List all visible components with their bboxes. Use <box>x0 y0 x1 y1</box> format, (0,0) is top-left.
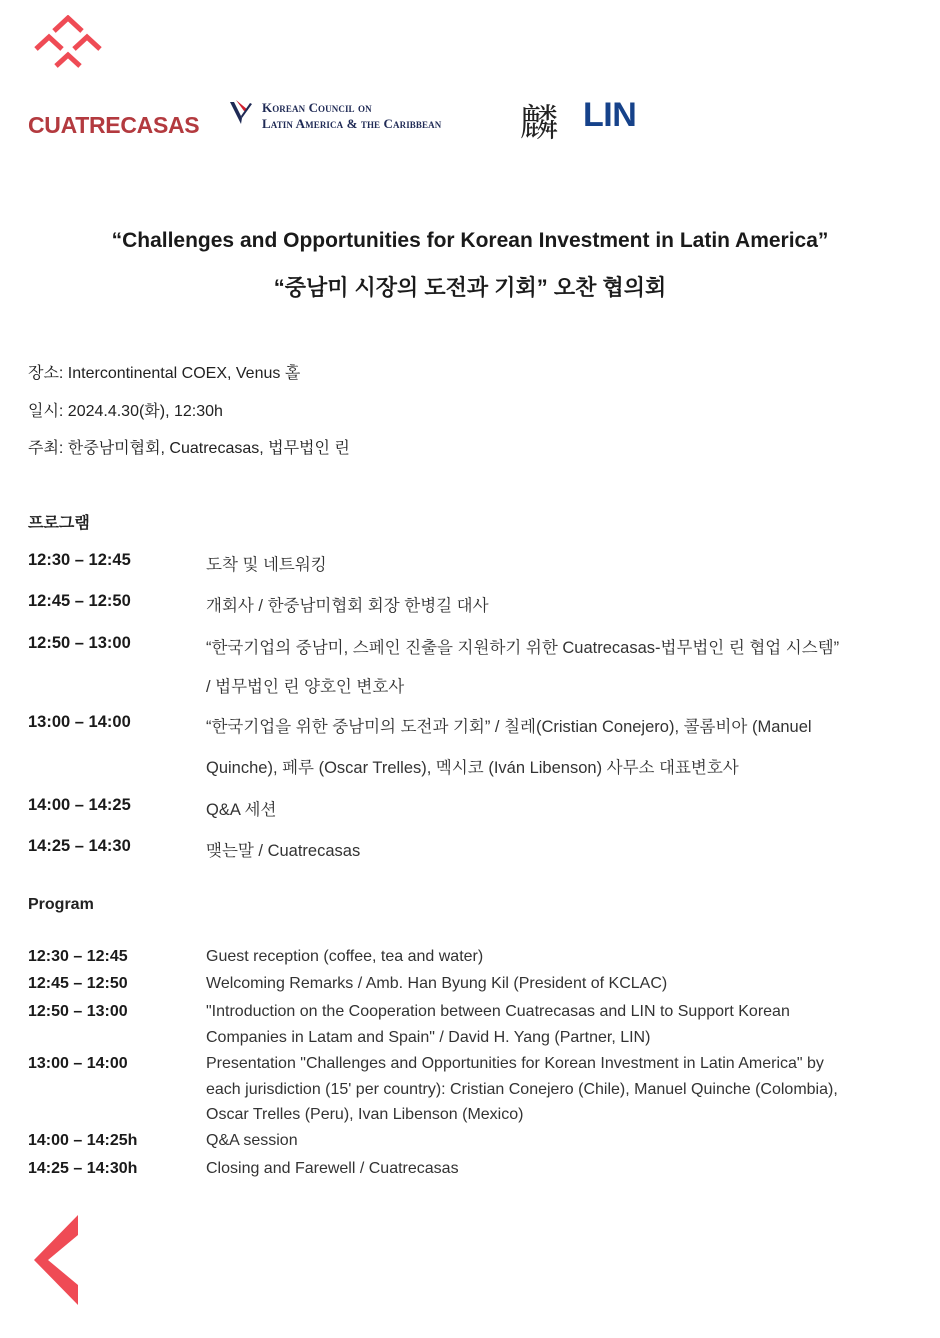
ko-row-5-time: 14:00 – 14:25 <box>28 796 131 814</box>
ko-row-1-time: 12:30 – 12:45 <box>28 551 131 569</box>
venue-line: 장소: Intercontinental COEX, Venus 홀 <box>28 365 301 382</box>
en-row-2-desc: Welcoming Remarks / Amb. Han Byung Kil (President of KCLAC) <box>206 975 668 992</box>
ko-row-2-desc: 개회사 / 한중남미협회 회장 한병길 대사 <box>206 597 489 615</box>
event-title-korean: “중남미 시장의 도전과 기회” 오찬 협의회 <box>273 275 667 300</box>
en-row-3-time: 12:50 – 13:00 <box>28 1003 128 1020</box>
host-line: 주최: 한중남미협회, Cuatrecasas, 법무법인 린 <box>28 440 350 457</box>
ko-row-6-desc: 맺는말 / Cuatrecasas <box>206 842 361 860</box>
en-row-6-desc: Closing and Farewell / Cuatrecasas <box>206 1160 459 1177</box>
en-row-4-desc-line-2: each jurisdiction (15' per country): Cristian Conejero (Chile), Manuel Quinche (Colombia), <box>206 1081 838 1098</box>
en-row-4-desc-line-3: Oscar Trelles (Peru), Ivan Libenson (Mexico) <box>206 1106 524 1123</box>
ko-row-1-desc: 도착 및 네트워킹 <box>206 556 327 574</box>
en-row-5-desc: Q&A session <box>206 1132 298 1149</box>
kclac-line-2: Latin America & the Caribbean <box>262 116 442 131</box>
en-row-4-time: 13:00 – 14:00 <box>28 1055 128 1072</box>
en-row-5-time: 14:00 – 14:25h <box>28 1132 138 1149</box>
lin-logo-text: LIN <box>583 96 637 134</box>
event-title-english: “Challenges and Opportunities for Korean Investment in Latin America” <box>111 229 829 252</box>
program-heading-korean: 프로그램 <box>28 515 90 532</box>
en-row-1-time: 12:30 – 12:45 <box>28 948 128 965</box>
ko-row-5-desc: Q&A 세션 <box>206 801 277 819</box>
kclac-logo-icon <box>228 98 254 130</box>
en-row-2-time: 12:45 – 12:50 <box>28 975 128 992</box>
en-row-3-desc-line-2: Companies in Latam and Spain" / David H. Yang (Partner, LIN) <box>206 1029 651 1046</box>
cuatrecasas-logo-text: CUATRECASAS <box>28 112 200 138</box>
ko-row-6-time: 14:25 – 14:30 <box>28 837 131 855</box>
program-heading-english: Program <box>28 896 94 913</box>
en-row-4-desc-line-1: Presentation "Challenges and Opportunities for Korean Investment in Latin America" by <box>206 1055 824 1072</box>
ko-row-3-desc-line-1: “한국기업의 중남미, 스페인 진출을 지원하기 위한 Cuatrecasas-법무법인 린 협업 시스템” <box>206 639 840 657</box>
en-row-1-desc: Guest reception (coffee, tea and water) <box>206 948 484 965</box>
chevron-left-decoration-icon <box>34 1215 82 1305</box>
ko-row-4-time: 13:00 – 14:00 <box>28 713 131 731</box>
ko-row-3-time: 12:50 – 13:00 <box>28 634 131 652</box>
en-row-6-time: 14:25 – 14:30h <box>28 1160 138 1177</box>
en-row-3-desc-line-1: "Introduction on the Cooperation between Cuatrecasas and LIN to Support Korean <box>206 1003 790 1020</box>
kclac-line-1: Korean Council on <box>262 100 372 115</box>
ko-row-3-desc-line-2: / 법무법인 린 양호인 변호사 <box>206 678 405 696</box>
ko-row-4-desc-line-1: “한국기업을 위한 중남미의 도전과 기회” / 칠레(Cristian Conejero), 콜롬비아 (Manuel <box>206 718 812 736</box>
date-line: 일시: 2024.4.30(화), 12:30h <box>28 403 223 420</box>
cuatrecasas-logo-mark <box>34 15 102 69</box>
lin-logo-glyph: 麟 <box>520 103 559 145</box>
ko-row-4-desc-line-2: Quinche), 페루 (Oscar Trelles), 멕시코 (Iván Libenson) 사무소 대표변호사 <box>206 759 739 777</box>
ko-row-2-time: 12:45 – 12:50 <box>28 592 131 610</box>
kclac-logo-text <box>262 100 441 132</box>
